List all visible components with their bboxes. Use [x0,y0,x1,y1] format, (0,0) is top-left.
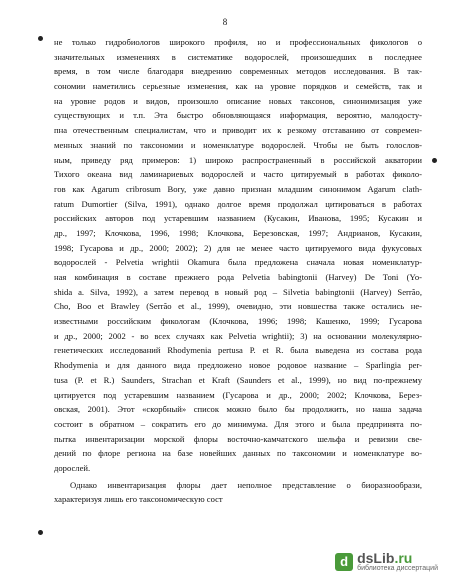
text-line: ная комбинация в составе прежнего рода Pelvetia babingtonii (Harvey) De Toni (Yo- [54,272,422,282]
text-line: состоит в обратном – сократить его до минимума. Для этого и была предпринята по- [54,418,422,429]
text-line: и др., 2000; 2002 - во всех случаях как Pelvetia wrightii); 3) на основании молекулярно- [54,330,422,341]
watermark-site-main: dsLib [357,550,395,566]
dslib-watermark[interactable] [331,549,442,574]
text-line: Rhodymenia и для данного вида предложено новое родовое название – Sparlingia per- [54,360,422,371]
text-line: tusa (P. et R.) Saunders, Strachan et Kraft (Saunders et al., 1999), но вид по-прежнему [54,374,422,385]
paragraph-2 [54,478,422,507]
watermark-site [357,551,438,565]
text-line: Cho, Boo et Brawley (Serrão et al., 1999), очевидно, эти новшества также остались не- [54,301,422,312]
text-line: время, в том числе благодаря внедрению современных методов исследования. В так- [54,66,422,77]
text-line: гов как Agarum cribrosum Bory, уже давно признан младшим синонимом Agarum clath- [54,183,422,194]
text-line: др., 1997; Клочкова, 1996, 1998; Клочкова, Березовская, 1997; Андрианов, Кусакин, [54,227,422,238]
text-line: ratum Dumortier (Silva, 1991), однако долгое время продолжал цитироваться в работах [54,198,422,209]
text-line: дений по флоре региона на базе новейших данных по таксономии и номенклатуре во- [54,448,422,459]
text-line: shida a. Silva, 1992), а затем перевод в новый род – Silvetia babingtonii (Harvey) Serrão, [54,286,422,297]
binder-hole-bottom [38,530,43,535]
body-text [54,35,422,507]
text-line: Тихого океана вид ламинариевых водорослей и часто цитируемый в работах фиколо- [54,169,422,180]
text-line: овская, 2001). Этот «скорбный» список можно было бы продолжить, но наша задача [54,404,422,415]
text-line: на уровне родов и видов, произошло описание новых таксонов, синонимизация уже [54,95,422,106]
text-line: известными российским фикологам (Клочкова, 1996; 1998; Кашенко, 1999; Гусарова [54,316,422,327]
paragraph-1 [54,35,422,476]
text-line: водорослей - Pelvetia wrightii Okamura была предложена сначала новая номенклатур- [54,257,422,268]
text-line: не только гидробиологов широкого профиля, но и профессиональных фикологов о [54,37,422,47]
watermark-site-tld: .ru [394,550,413,566]
text-line: цитируется под устаревшим названием (Гусарова и др., 2000; 2002; Клочкова, Берез- [54,389,422,400]
text-line: российских авторов под устаревшим названием (Кусакин, Иванова, 1995; Кусакин и [54,213,422,224]
page-number: 8 [222,17,228,27]
text-line: сономии наметились серьезные изменения, как на уровне порядков и семейств, так и [54,81,422,92]
binder-hole-top [38,36,43,41]
text-line: Однако инвентаризация флоры дает неполное представление о биоразнообрази, [70,479,422,490]
watermark-text [357,551,438,572]
text-line: генетических исследований Rhodymenia pertusa P. et R. была выведена из состава рода [54,345,422,356]
text-line: значительных изменениях в систематике водорослей, произошедших в последнее [54,51,422,62]
text-line: характеризуя лишь его таксономическую сост [54,494,223,505]
text-line: менных знаний по таксономии и номенклатуре водорослей. Чтобы не быть голослов- [54,139,422,150]
text-line: существующих и т.п. Эта быстро обновляющаяся информация, вероятно, малодосту- [54,110,422,121]
text-line: 1998; Гусарова и др., 2000; 2002); 2) для не менее часто цитируемого вида фукусовых [54,242,422,253]
binder-hole-right [432,158,437,163]
text-line: пытка инвентаризации морской флоры восточно-камчатского шельфа и ревизии све- [54,433,422,444]
text-line: ным, приведу ряд примеров: 1) широко распространенный в российской акватории [54,154,422,165]
dslib-logo-icon: d [335,553,353,571]
text-line: пна отечественным специалистам, что и приводит их к резкому отставанию от современ- [54,125,422,136]
text-line: дорослей. [54,462,91,473]
watermark-subtitle: библиотека диссертаций [357,565,438,572]
